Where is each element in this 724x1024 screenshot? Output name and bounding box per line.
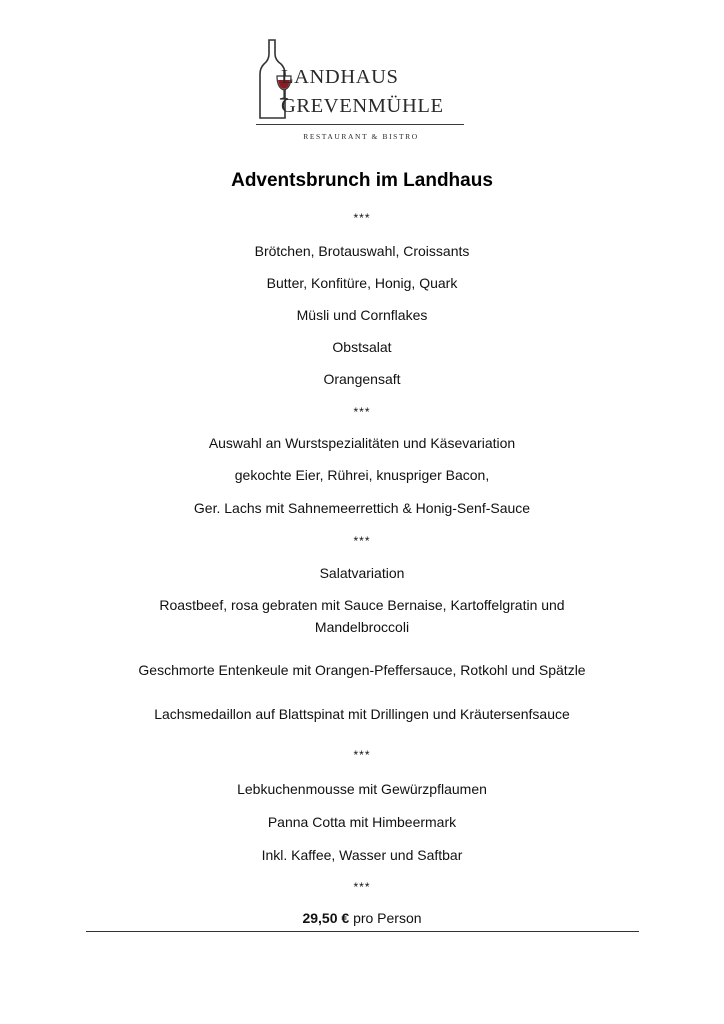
- price-line: [60, 907, 664, 929]
- menu-item: Inkl. Kaffee, Wasser und Saftbar: [261, 847, 463, 863]
- restaurant-logo: [255, 38, 467, 144]
- menu-item: Orangensaft: [323, 371, 401, 387]
- price-amount: 29,50 €: [302, 910, 350, 926]
- separator: ***: [353, 748, 371, 762]
- separator: ***: [353, 405, 371, 419]
- menu-item: Roastbeef, rosa gebraten mit Sauce Bernaise, Kartoffelgratin und Mandelbroccoli: [159, 597, 565, 635]
- price-suffix: pro Person: [353, 910, 422, 926]
- menu-title: Adventsbrunch im Landhaus: [231, 170, 493, 191]
- menu-item: gekochte Eier, Rührei, knuspriger Bacon,: [234, 467, 490, 483]
- menu-item: Butter, Konfitüre, Honig, Quark: [266, 275, 458, 291]
- bottom-divider: [86, 931, 639, 932]
- menu-item: Ger. Lachs mit Sahnemeerrettich & Honig-Senf-Sauce: [193, 500, 531, 516]
- menu-item: Panna Cotta mit Himbeermark: [267, 814, 457, 830]
- menu-item: Lachsmedaillon auf Blattspinat mit Drillingen und Kräutersenfsauce: [154, 706, 570, 722]
- menu-item: Obstsalat: [332, 339, 392, 355]
- menu-item: Salatvariation: [319, 565, 405, 581]
- menu-item: Brötchen, Brotauswahl, Croissants: [254, 243, 470, 259]
- logo-text-landhaus: LANDHAUS: [281, 66, 399, 88]
- menu-item: Lebkuchenmousse mit Gewürzpflaumen: [237, 781, 487, 797]
- separator: ***: [353, 880, 371, 894]
- separator: ***: [353, 211, 371, 225]
- menu-item: Geschmorte Entenkeule mit Orangen-Pfeffersauce, Rotkohl und Spätzle: [138, 662, 586, 678]
- logo-subtitle: RESTAURANT & BISTRO: [303, 132, 419, 141]
- menu-item: Auswahl an Wurstspezialitäten und Käsevariation: [208, 435, 516, 451]
- menu-item: Müsli und Cornflakes: [296, 307, 428, 323]
- separator: ***: [353, 534, 371, 548]
- logo-text-grevenmuehle: GREVENMÜHLE: [281, 95, 444, 117]
- logo-divider: [256, 124, 464, 125]
